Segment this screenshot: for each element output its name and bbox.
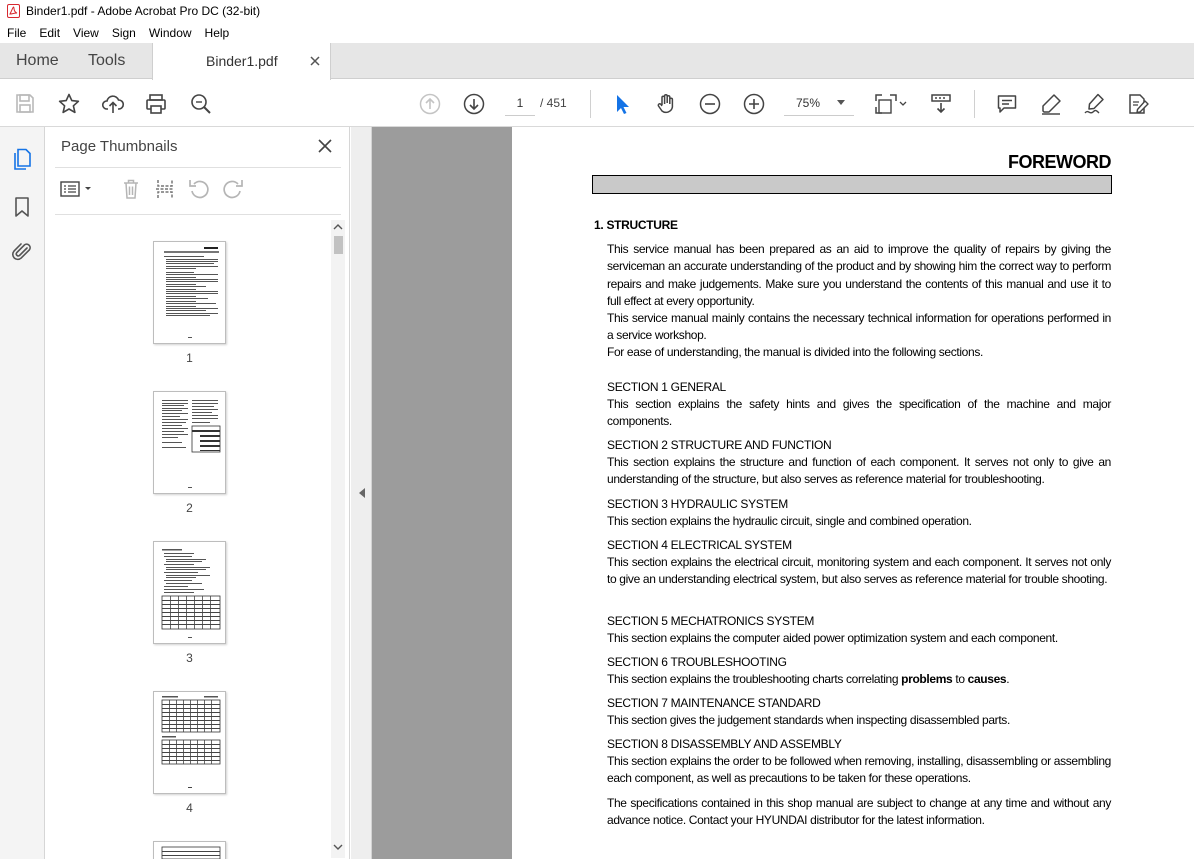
save-icon[interactable] [12, 91, 38, 117]
page-thumbnail-2[interactable] [153, 391, 226, 494]
toolbar-separator [590, 90, 591, 118]
zoom-value: 75% [796, 96, 821, 110]
closing-paragraph: The specifications contained in this shop manual are subject to change at any time and without any advance notice. Contact your HYUNDAI distributor for the latest information. [607, 796, 1111, 828]
page-thumbnail-label: 3 [186, 651, 193, 665]
thumbnail-scrollbar[interactable] [331, 220, 345, 858]
panel-divider [55, 214, 341, 215]
section-3-text: This section explains the hydraulic circuit, single and combined operation. [607, 514, 972, 528]
page-fit-icon[interactable] [873, 91, 907, 117]
section-7-heading: SECTION 7 MAINTENANCE STANDARD [607, 696, 821, 710]
panel-title: Page Thumbnails [61, 138, 178, 155]
highlight-pen-icon[interactable] [1038, 91, 1064, 117]
window-title: Binder1.pdf - Adobe Acrobat Pro DC (32-bit) [26, 4, 261, 18]
bookmarks-icon[interactable] [10, 195, 34, 219]
bookmark-star-icon[interactable] [56, 91, 82, 117]
page-thumbnail-5[interactable] [153, 841, 226, 859]
title-rule-bar [592, 175, 1112, 194]
page-title: FOREWORD [1008, 152, 1111, 172]
prev-page-icon[interactable] [417, 91, 443, 117]
menu-view[interactable]: View [73, 25, 99, 40]
scroll-down-icon[interactable] [333, 842, 343, 852]
section-5-heading: SECTION 5 MECHATRONICS SYSTEM [607, 614, 815, 628]
menu-sign[interactable]: Sign [111, 25, 136, 40]
acrobat-logo-icon [6, 4, 20, 18]
close-panel-icon[interactable] [317, 138, 333, 154]
toolbar-separator [974, 90, 975, 118]
section-heading: 1. STRUCTURE [594, 218, 678, 232]
navigation-rail [0, 127, 45, 859]
title-bar [0, 0, 1194, 22]
section-6-text-mid: to [952, 672, 968, 686]
menu-window[interactable]: Window [148, 25, 192, 40]
zoom-in-icon[interactable] [741, 91, 767, 117]
thumbnail-options-icon[interactable] [59, 177, 97, 201]
section-8-text: This section explains the order to be followed when removing, installing, disassembling or assembling each component, as well as precautions to be taken for these operations. [607, 754, 1111, 786]
comment-icon[interactable] [994, 91, 1020, 117]
tab-document[interactable] [152, 43, 331, 80]
upload-icon[interactable] [100, 91, 126, 117]
section-6-bold-problems: problems [901, 672, 953, 686]
scrollbar-thumb[interactable] [334, 236, 343, 254]
collapse-left-icon[interactable] [358, 488, 366, 498]
thumbnail-list[interactable] [45, 217, 350, 859]
page-thumbnail-1[interactable] [153, 241, 226, 344]
rotate-right-icon[interactable] [221, 177, 245, 201]
scroll-mode-icon[interactable] [928, 91, 954, 117]
intro-paragraph-2: This service manual mainly contains the necessary technical information for operations performed in a service workshop. [607, 311, 1111, 343]
fill-sign-icon[interactable] [1125, 91, 1151, 117]
section-2-text: This section explains the structure and function of each component. It serves not only to give an understanding of the structure, but also serves as reference material for troubleshooting. [607, 455, 1111, 487]
section-4-text: This section explains the electrical circuit, monitoring system and each component. It serves not only to give an understanding electrical system, but also serves as reference material for trouble shooting. [607, 555, 1111, 587]
menu-bar [0, 22, 1194, 43]
page-thumbnail-label: 2 [186, 501, 193, 515]
section-7-text: This section gives the judgement standards when inspecting disassembled parts. [607, 713, 1010, 727]
section-2-heading: SECTION 2 STRUCTURE AND FUNCTION [607, 438, 832, 452]
page-number-input[interactable] [505, 90, 535, 116]
document-viewer[interactable] [351, 127, 1194, 859]
page-thumbnails-panel [45, 127, 350, 859]
zoom-out-icon[interactable] [697, 91, 723, 117]
section-6-text-after: . [1006, 672, 1010, 686]
delete-page-icon[interactable] [119, 177, 143, 201]
page-thumbnail-3[interactable] [153, 541, 226, 644]
extract-page-icon[interactable] [153, 177, 177, 201]
pdf-page [512, 127, 1194, 859]
select-cursor-icon[interactable] [609, 91, 635, 117]
tab-bar [0, 43, 1194, 79]
intro-paragraph-1: This service manual has been prepared as an aid to improve the quality of repairs by giving the serviceman an accurate understanding of the product and by showing him the correct way to perform repairs and make judgements. Make sure you understand the contents of this manual and use it to full effect at every opportunity. [607, 242, 1111, 308]
tab-document-label: Binder1.pdf [206, 53, 278, 69]
section-6-text [607, 671, 1111, 688]
close-tab-icon[interactable] [308, 54, 322, 68]
next-page-icon[interactable] [461, 91, 487, 117]
sign-icon[interactable] [1081, 91, 1107, 117]
section-1-heading: SECTION 1 GENERAL [607, 380, 726, 394]
zoom-select[interactable] [784, 89, 854, 116]
hand-icon[interactable] [653, 91, 679, 117]
toolbar [0, 80, 1194, 127]
page-thumbnail-label: 4 [186, 801, 193, 815]
attachments-icon[interactable] [10, 240, 34, 264]
section-8-heading: SECTION 8 DISASSEMBLY AND ASSEMBLY [607, 737, 842, 751]
page-thumbnail-4[interactable] [153, 691, 226, 794]
tab-tools[interactable]: Tools [88, 52, 126, 69]
panel-collapse-strip[interactable] [351, 127, 372, 859]
section-6-text-before: This section explains the troubleshooting charts correlating [607, 672, 902, 686]
print-icon[interactable] [143, 91, 169, 117]
section-1-text: This section explains the safety hints and gives the specification of the machine and major components. [607, 397, 1111, 429]
scroll-up-icon[interactable] [333, 222, 343, 232]
menu-file[interactable]: File [7, 25, 27, 40]
zoom-search-icon[interactable] [188, 91, 214, 117]
page-total-label: / 451 [540, 96, 567, 110]
section-4-heading: SECTION 4 ELECTRICAL SYSTEM [607, 538, 792, 552]
section-3-heading: SECTION 3 HYDRAULIC SYSTEM [607, 497, 788, 511]
section-5-text: This section explains the computer aided power optimization system and each component. [607, 631, 1058, 645]
rotate-left-icon[interactable] [187, 177, 211, 201]
intro-paragraph-3: For ease of understanding, the manual is divided into the following sections. [607, 345, 983, 359]
tab-home[interactable]: Home [16, 52, 59, 69]
page-thumbnail-label: 1 [186, 351, 193, 365]
chevron-down-icon [836, 99, 846, 107]
panel-divider [55, 167, 341, 168]
section-6-bold-causes: causes [967, 672, 1007, 686]
section-6-heading: SECTION 6 TROUBLESHOOTING [607, 655, 787, 669]
menu-help[interactable]: Help [204, 25, 230, 40]
page-thumbnails-icon[interactable] [10, 147, 34, 171]
menu-edit[interactable]: Edit [39, 25, 61, 40]
